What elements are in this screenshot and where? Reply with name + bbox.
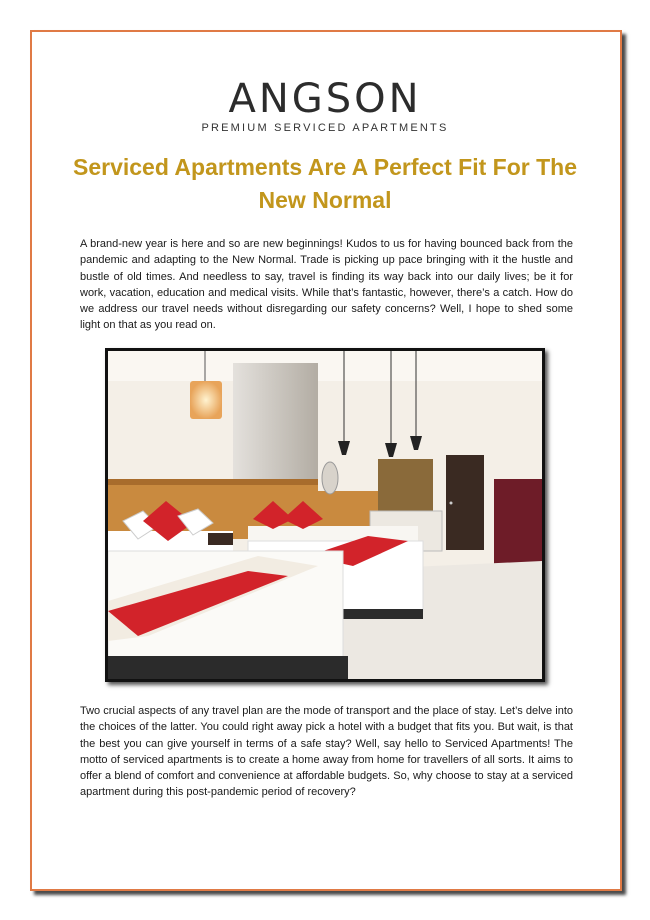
pendant-lamp: [190, 381, 222, 419]
brand-logo: [0, 78, 650, 134]
logo-tagline: PREMIUM SERVICED APARTMENTS: [201, 122, 449, 134]
wall-mirror: [322, 462, 338, 494]
bedside-table: [208, 533, 233, 545]
apartment-photo: [105, 348, 545, 682]
body-paragraph: Two crucial aspects of any travel plan are the mode of transport and the place of stay. Let’s delve into the choices of the latter. You could right away pick a hotel with a budget that fits you. But wait, is that the best you can give yourself in terms of a safe stay? Well, say hello to Serviced Apartments! The motto of serviced apartments is to create a home away from home for travellers of all sorts. It aims to offer a blend of comfort and convenience at affordable budgets. So, why choose to stay at a serviced apartment during this post-pandemic period of recovery?: [80, 705, 573, 799]
intro-paragraph: A brand-new year is here and so are new beginnings! Kudos to us for having bounced back from the pandemic and adapting to the New Normal. Trade is picking up pace bringing with it the hustle and bustle of old times. And needless to say, travel is finding its way back into our daily lives; be it for work, vacation, education and medical visits. While that’s fantastic, however, there’s a catch. How do we address our travel needs without disregarding our safety concerns? Well, I hope to shed some light on that as you read on.: [80, 238, 573, 332]
article-title: Serviced Apartments Are A Perfect Fit For The New Normal: [72, 154, 577, 213]
kitchen-cabinet: [378, 459, 433, 514]
logo-wordmark: [0, 78, 650, 120]
logo-text: ANGSON: [228, 76, 422, 122]
ceiling: [108, 351, 542, 381]
